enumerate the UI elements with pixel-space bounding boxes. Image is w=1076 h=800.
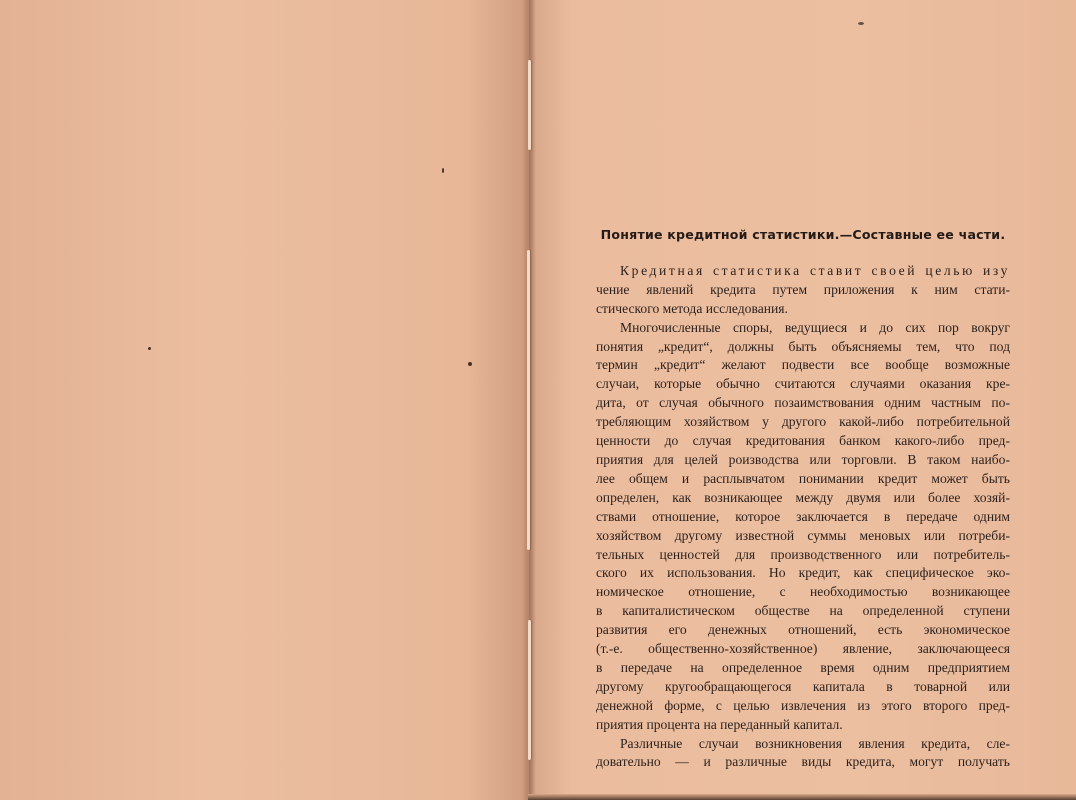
text-line: хозяйством другому известной суммы меновых или потреби- xyxy=(596,527,1010,543)
text-line: в капиталистическом обществе на определенной ступени xyxy=(596,603,1010,619)
page-text xyxy=(596,226,1010,772)
text-line: лее общем и расплывчатом понимании кредит может быть xyxy=(596,470,1010,486)
text-line: приятия процента на переданный капитал. xyxy=(596,716,843,732)
text-line: в передаче на определенное время одним предприятием xyxy=(596,659,1010,675)
paragraph-3 xyxy=(596,735,1010,773)
text-line: термин „кредит“ желают подвести все вообще возможные xyxy=(596,357,1010,373)
text-line: случаи, которые обычно считаются случаями оказания кре- xyxy=(596,376,1010,392)
text-line: (т.-е. общественно-хозяйственное) явление, заключающееся xyxy=(596,641,1010,657)
binding-tear xyxy=(527,250,530,550)
left-page-blank xyxy=(0,0,528,800)
page-bottom-edge xyxy=(528,794,1076,800)
text-line: тельных ценностей для производственного или потребитель- xyxy=(596,546,1010,562)
text-line: стического метода исследования. xyxy=(596,300,788,316)
text-line: Кредитная статистика ставит своей целью изу xyxy=(620,262,1010,278)
text-line: понятия „кредит“, должны быть объясняемы тем, что под xyxy=(596,338,1010,354)
binding-tear xyxy=(528,620,531,760)
text-line: требляющим хозяйством у другого какой-либо потребительной xyxy=(596,414,1010,430)
text-line: Многочисленные споры, ведущиеся и до сих пор вокруг xyxy=(620,319,1010,335)
text-line: другому кругообращающегося капитала в товарной или xyxy=(596,678,1010,694)
text-line: приятия для целей роизводства или торговли. В таком наибо- xyxy=(596,451,1010,467)
text-line: дита, от случая обычного позаимствования одним частным по- xyxy=(596,395,1010,411)
text-line: определен, как возникающее между двумя или более хозяй- xyxy=(596,489,1010,505)
text-line: довательно — и различные виды кредита, могут получать xyxy=(596,754,1010,770)
text-line: чение явлений кредита путем приложения к ним стати- xyxy=(596,281,1010,297)
ink-speck xyxy=(148,347,151,350)
text-line: ствами отношение, которое заключается в передаче одним xyxy=(596,508,1010,524)
text-line: Различные случаи возникновения явления кредита, сле- xyxy=(620,735,1010,751)
text-line: номическое отношение, с необходимостью возникающее xyxy=(596,584,1010,600)
section-heading: Понятие кредитной статистики.—Составные ее части. xyxy=(600,227,1006,242)
paragraph-2 xyxy=(596,319,1010,735)
ink-speck xyxy=(858,22,864,25)
paragraph-1 xyxy=(596,262,1010,319)
binding-tear xyxy=(528,60,531,150)
ink-speck xyxy=(468,362,472,366)
text-line: ценности до случая кредитования банком какого-либо пред- xyxy=(596,433,1010,449)
text-line: денежной форме, с целью извлечения из этого второго пред- xyxy=(596,697,1010,713)
ink-speck xyxy=(442,168,444,173)
text-line: развития его денежных отношений, есть экономическое xyxy=(596,622,1010,638)
text-line: ского их использования. Но кредит, как специфическое эко- xyxy=(596,565,1010,581)
